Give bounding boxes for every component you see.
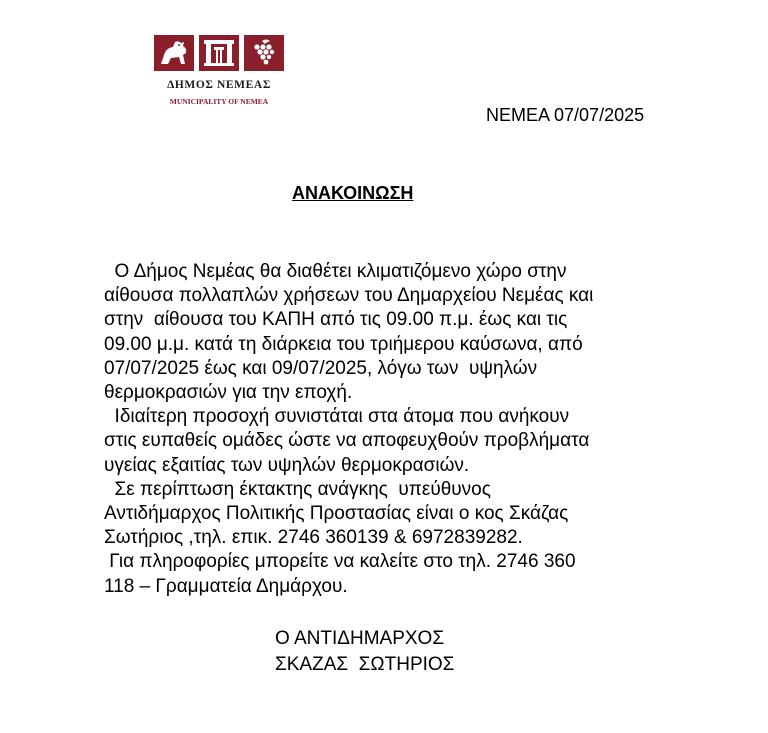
document-date: ΝΕΜΕΑ 07/07/2025 bbox=[486, 105, 645, 125]
logo-subtitle: MUNICIPALITY OF NEMEA bbox=[169, 97, 269, 106]
body-line: 09.00 μ.μ. κατά τη διάρκεια του τριήμερου καύσωνα, από bbox=[104, 333, 583, 355]
signature-name: ΣΚΑΖΑΣ ΣΩΤΗΡΙΟΣ bbox=[275, 654, 455, 675]
body-line: υγείας εξαιτίας των υψηλών θερμοκρασιών. bbox=[104, 454, 470, 476]
body-line: αίθουσα πολλαπλών χρήσεων του Δημαρχείου Νεμέας και bbox=[104, 285, 594, 307]
logo-tiles bbox=[154, 33, 284, 73]
signature-title: Ο ΑΝΤΙΔΗΜΑΡΧΟΣ bbox=[275, 628, 445, 649]
logo-name: ΔΗΜΟΣ ΝΕΜΕΑΣ bbox=[167, 79, 271, 91]
body-line: Για πληροφορίες μπορείτε να καλείτε στο τηλ. 2746 360 bbox=[104, 551, 576, 573]
document-heading: ΑΝΑΚΟΙΝΩΣΗ bbox=[292, 183, 414, 203]
body-line: στις ευπαθείς ομάδες ώστε να αποφευχθούν προβλήματα bbox=[104, 430, 590, 452]
body-line: θερμοκρασιών για την εποχή. bbox=[104, 382, 353, 404]
body-line: στην αίθουσα του ΚΑΠΗ από τις 09.00 π.μ. έως και τις bbox=[104, 309, 568, 331]
body-line: Σε περίπτωση έκτακτης ανάγκης υπεύθυνος bbox=[104, 478, 491, 500]
body-line: Ο Δήμος Νεμέας θα διαθέτει κλιματιζόμενο χώρο στην bbox=[104, 261, 567, 282]
grapes-icon bbox=[244, 35, 284, 71]
body-line: Αντιδήμαρχος Πολιτικής Προστασίας είναι ο κος Σκάζας bbox=[104, 503, 569, 525]
announcement-body bbox=[104, 260, 664, 599]
gate-icon bbox=[199, 35, 239, 71]
body-line: 118 – Γραμματεία Δημάρχου. bbox=[104, 575, 348, 597]
body-line: Σωτήριος ,τηλ. επικ. 2746 360139 & 6972839282. bbox=[104, 527, 523, 549]
lion-icon bbox=[154, 35, 194, 71]
body-line: 07/07/2025 έως και 09/07/2025, λόγω των υψηλών bbox=[104, 357, 538, 379]
municipality-logo bbox=[154, 33, 284, 113]
signature-block bbox=[275, 626, 454, 678]
body-line: Ιδιαίτερη προσοχή συνιστάται στα άτομα που ανήκουν bbox=[104, 406, 570, 428]
